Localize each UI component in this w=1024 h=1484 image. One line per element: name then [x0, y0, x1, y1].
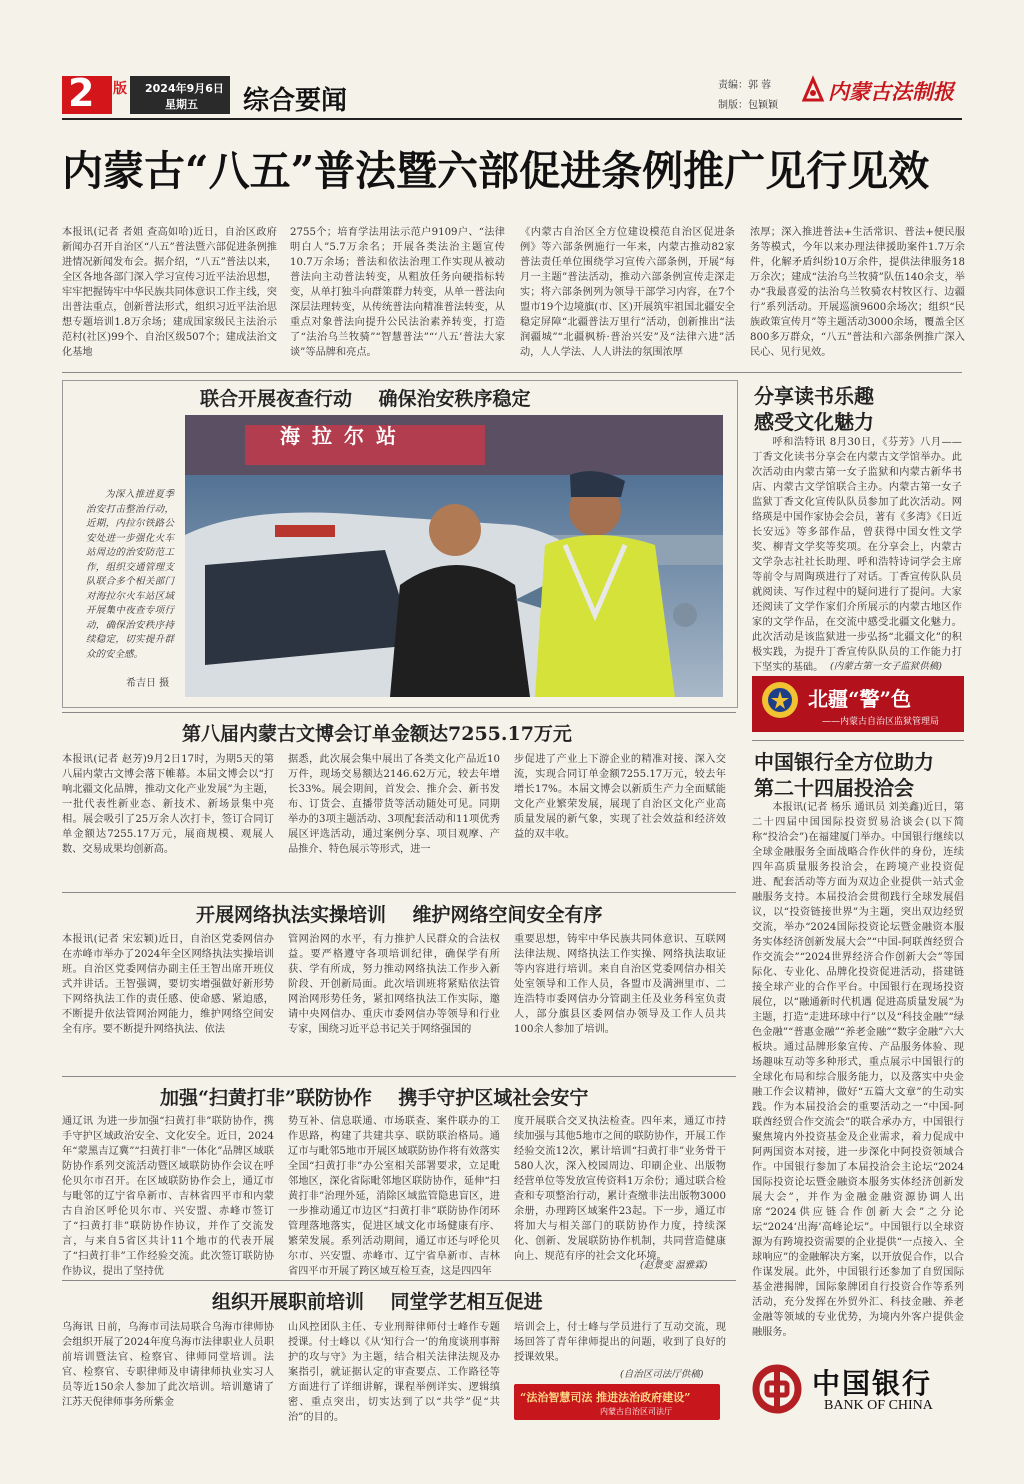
lead-article-col2: 2755个；培育学法用法示范户9109户、“法律明白人”5.7万余名；开展各类法治主题宣传10.7万余场；普法和依法治理工作实现从被动普法向主动普法转变，从粗放任务向硬指标转变，从单打独斗向群策群力转变，从单一普法向深层法理转变，从传统普法向精准普法转变，从重点对象普法向提升公民法治素养转变，打造了“法治乌兰牧骑”“智慧普法”“‘八五’普法大家谈”等品牌和亮点。: [290, 227, 505, 358]
badge-subtitle: ——内蒙古自治区监狱管理局: [822, 717, 940, 727]
training-col3: 培训会上，付士峰与学员进行了互动交流，现场回答了青年律师提出的问题，收到了良好的授课效果。: [514, 1322, 726, 1363]
training-headline: 组织开展职前培训 同堂学艺相互促进: [212, 1291, 543, 1313]
reading-headline-1: 分享读书乐趣: [754, 384, 874, 408]
boc-logo-en: BANK OF CHINA: [824, 1398, 933, 1413]
paper-logo-icon: [800, 76, 826, 104]
lead-article-col1: 本报讯(记者 者姐 查高如哈)近日，自治区政府新闻办召开自治区“八五”普法暨六部促进条例推进情况新闻发布会。据介绍，“八五”普法以来，全区各地各部门深入学习宣传习近平法治思想，牢牢把握铸牢中华民族共同体意识工作主线，突出普法重点，创新普法形式，组织习近平法治思想专题培训1.8万余场；建成国家级民主法治示范村(社区)99个、自治区级507个；建成法治文化基地: [62, 227, 277, 358]
expo-top-rule: [62, 712, 736, 713]
section-title: 综合要闻: [243, 86, 348, 116]
anti-porn-col3: 度开展联合交叉执法检查。四年来，通辽市持续加强与其他5地市之间的联防协作，开展工作经验交流12次，累计培训“扫黄打非”业务骨干580人次，深入校园周边、印刷企业、出版物经营单位等发放宣传资料1万余份；通过联合检查和专项整治行动，累计查缴非法出版物3000余册，办理跨区域案件23起。下一步，通辽市将加大与相关部门的联防协作力度，持续深化、创新、发展联防协作机制，共同营造健康向上、规范有序的社会文化环境。: [514, 1116, 726, 1262]
anti-porn-headline: 加强“扫黄打非”联防协作 携手守护区域社会安宁: [160, 1087, 589, 1109]
producer-credit: 制版：包颖颖: [718, 100, 778, 111]
photo-credit: 希吉日 摄: [126, 678, 170, 689]
page-number: 2: [68, 71, 95, 115]
promo-banner-sub: 内蒙古自治区司法厅: [600, 1407, 672, 1416]
anti-porn-top-rule: [62, 1076, 736, 1077]
reading-headline-2: 感受文化魅力: [754, 410, 874, 434]
training-top-rule: [62, 1280, 736, 1281]
anti-porn-col1: 通辽讯 为进一步加强“扫黄打非”联防协作，携手守护区域政治安全、文化安全。近日，2024年“蒙黑吉辽冀”“扫黄打非”一体化”品牌区域联防协作系列交流活动暨区域联防协作会议在呼伦贝尔市召开。在区域联防协作会上，通辽市与毗邻的辽宁省阜新市、吉林省四平市和内蒙古自治区呼伦贝尔市、兴安盟、赤峰市签订了“扫黄打非”联防协作协议，并作了交流发言，与来自5省区共计11个地市的代表开展了“扫黄打非”工作经验交流。此次签订联防协作协议，提出了坚持优: [62, 1116, 274, 1277]
boc-headline-1: 中国银行全方位助力: [754, 750, 934, 774]
main-headline: 内蒙古“八五”普法暨六部促进条例推广见行见效: [62, 147, 930, 195]
network-col2: 管网治网的水平，有力推护人民群众的合法权益。要严格遵守各项培训纪律，确保学有所获、学有所成，努力推动网络执法工作步入新阶段、开创新局面。此次培训班将紧贴依法管网治网形势任务，紧扣网络执法工作实际，邀请中央网信办、重庆市委网信办等领导和行业专家，围绕习近平总书记关于网络强国的: [288, 934, 500, 1035]
expo-col1: 本报讯(记者 赵芳)9月2日17时，为期5天的第八届内蒙古文博会落下帷幕。本届文博会以“打响北疆文化品牌，推动文化产业发展”为主题，一批代表性新业态、新技术、新场景集中亮相。展会吸引了25万余人次打卡，签订合同订单金额达7255.17万元，展商规模、观展人数、交易成果均创新高。: [62, 754, 274, 855]
training-col1: 乌海讯 日前，乌海市司法局联合乌海市律师协会组织开展了2024年度乌海市法律职业人员职前培训暨法官、检察官、律师同堂培训。法官、检察官、专职律师及申请律师执业实习人员等近150余人参加了此次培训。培训邀请了江苏天倪律师事务所紫金: [62, 1322, 274, 1408]
training-credit: (自治区司法厅供稿): [620, 1369, 704, 1380]
lead-bottom-rule: [62, 372, 962, 373]
expo-col2: 据悉，此次展会集中展出了各类文化产品近10万件，现场交易额达2146.62万元，较去年增长33%。展会期间，首发会、推介会、新书发布、订货会、直播带货等活动随处可见。同期举办的3项主题活动、3项配套活动和11项优秀展区评选活动，通过案例分享、项目观摩、产品推介、特色展示等形式，进一: [288, 754, 500, 855]
lead-article-col3: 《内蒙古自治区全方位建设模范自治区促进条例》等六部条例施行一年来，内蒙古推动82家普法责任单位围绕学习宣传六部条例，开展“每月一主题”普法活动，推动六部条例宣传走深走实；将六部条例列为领导干部学习内容，在7个盟市19个边境旗(市、区)开展筑牢祖国北疆安全稳定屏障“北疆普法万里行”活动，创新推出“法润疆城”“北疆枫桥·普治兴安”及“法律六进”活动，人人学法、人人讲法的氛围浓厚: [520, 227, 735, 358]
anti-porn-col2: 势互补、信息联通、市场联查、案件联办的工作思路，构建了共建共享、联防联治格局。通辽市与毗邻5地市开展区域联防协作将有效落实全国“扫黄打非”办公室相关部署要求，立足毗邻地区，深化省际毗邻地区联防协作，延伸“扫黄打非”治理外延，消除区域监管隐患盲区，进一步推动通辽市边区“扫黄打非”联防协作闭环管理落地落实，促进区域文化市场健康有序、繁荣发展。系列活动期间，通辽市还与呼伦贝尔市、兴安盟、赤峰市、辽宁省阜新市、吉林省四平市开展了跨区域互检互查，这是四四年: [288, 1116, 500, 1277]
network-top-rule: [62, 892, 736, 893]
boc-logo-text: 中国银行: [812, 1367, 933, 1400]
reading-credit: (内蒙古第一女子监狱供稿): [830, 661, 942, 672]
police-officer-photo: [185, 415, 723, 697]
lead-article-col4: 浓厚；深入推进普法+生活常识、普法+便民服务等模式，今年以来办理法律援助案件1.7万余件，化解矛盾纠纷10万余件，提供法律服务18万余次；建成“法治乌兰牧骑”队伍140余支，举办“我最喜爱的法治乌兰牧骑农村牧区行、边疆行”系列活动。开展巡演9600余场次；组织“民族政策宣传月”等主题活动3000余场，覆盖全区800多万群众，“八五”普法和六部条例推广深入民心、见行见效。: [750, 227, 965, 358]
issue-weekday: 星期五: [165, 98, 198, 111]
anti-porn-credit: (赵景变 温雅霖): [640, 1260, 708, 1271]
boc-headline-2: 第二十四届投洽会: [754, 776, 914, 800]
training-col2: 山风控团队主任、专业刑辩律师付士峰作专题授课。付士峰以《从‘知行合一’的角度谈刑事辩护的攻与守》为主题，结合相关法律法规及办案指引，就证据认定的审查要点、工作路径等方面进行了详细讲解，课程举例详实、逻辑缜密、重点突出，切实达到了以“共学”促“共治”的目的。: [288, 1322, 500, 1423]
editor-credit: 责编：郭 蓉: [718, 80, 772, 91]
header-rule: [62, 118, 962, 120]
network-col1: 本报讯(记者 宋宏颖)近日，自治区党委网信办在赤峰市举办了2024年全区网络执法实操培训班。自治区党委网信办副主任王智出席开班仪式并讲话。王智强调，要切实增强做好新形势下网络执法工作的责任感、使命感、紧迫感，不断提升依法管网治网能力，维护网络空间安全有序。要不断提升网络执法、依法: [62, 934, 274, 1035]
badge-title: 北疆“警”色: [808, 687, 912, 711]
photo-caption: 为深入推进夏季治安打击整治行动，近期，内拉尔铁路公安处进一步强化火车站周边的治安防范工作，组织交通管理支队联合多个相关部门对海拉尔火车站区域开展集中夜查专项行动，确保治安秩序持续稳定，切实提升群众的安全感。: [86, 489, 174, 660]
network-headline: 开展网络执法实操培训 维护网络空间安全有序: [196, 904, 603, 926]
promo-banner-text: “法治智慧司法 推进法治政府建设”: [520, 1391, 691, 1404]
page-suffix: 版: [113, 81, 127, 97]
boc-top-rule: [752, 740, 964, 741]
expo-headline: 第八届内蒙古文博会订单金额达7255.17万元: [182, 723, 572, 745]
expo-col3: 步促进了产业上下游企业的精准对接、深入交流，实现合同订单金额7255.17万元，较去年增长17%。本届文博会以新质生产力全面赋能文化产业繁荣发展，展现了自治区文化产业高质量发展的新气象，实现了社会效益和经济效益的双丰收。: [514, 754, 726, 840]
bank-of-china-logo-icon: [752, 1364, 802, 1414]
network-col3: 重要思想，铸牢中华民族共同体意识、互联网法律法规、网络执法工作实操、网络执法取证等内容进行培训。来自自治区党委网信办相关处室领导和工作人员，各盟市及满洲里市、二连浩特市委网信办分管副主任及业务科室负责人，部分旗县区委网信办领导及工作人员共100余人参加了培训。: [514, 934, 726, 1035]
photo-sign-text: 海拉尔站: [280, 424, 408, 448]
photo-story-headline: 联合开展夜查行动 确保治安秩序稳定: [200, 388, 531, 410]
issue-date: 2024年9月6日: [145, 82, 224, 95]
reading-body: 呼和浩特讯 8月30日，《芬芳》八月——丁香文化读书分享会在内蒙古文学馆举办。此次活动由内蒙古第一女子监狱和内蒙古新华书店、内蒙古文学馆联合主办。内蒙古第一女子监狱丁香文化宣传队队员参加了此次活动。网络瑛是中国作家协会会员，著有《多湾》《日近长安远》等多部作品，曾获得中国女性文学奖、柳青文学奖等奖项。在分享会上，内蒙古文学杂志社社长助理、呼和浩特诗词学会主席等前令与周陶瑛进行了对话。丁香宣传队队员就阅读、写作过程中的疑问进行了提问。大家还阅读了文学作家们介所展示的内蒙古地区作家的文学作品，在交流中感受北疆文化魅力。此次活动是该监狱进一步弘扬“北疆文化”的积极实践，为提升丁香宣传队队员的工作能力打下坚实的基础。: [752, 437, 962, 673]
boc-body: 本报讯(记者 杨乐 通讯员 刘美鑫)近日，第二十四届中国国际投资贸易洽谈会(以下简称“投洽会”)在福建厦门举办。中国银行继续以全球金融服务全面战略合作伙伴的身份，连续四年高质量服务投洽会，在跨境产业投资促进、配套活动等方面为双边企业提供一站式金融服务支持。本届投洽会贯彻践行全球发展倡议，以“投资链接世界”为主题，突出双边经贸交流，举办“2024国际投资论坛暨金融资本服务实体经济创新发展大会”“中国-阿联酋经贸合作交流会”“2024世界经济合作创新大会”等国际化、专业化、品牌化投资促进活动，搭建链接全球产业的合作平台。中国银行在现场投资展位，以“融通新时代机遇 促进高质量发展”为主题，打造“走进环球中行”以及“科技金融”“绿色金融”“普惠金融”“养老金融”“数字金融”六大板块。通过品牌形象宣传、产品服务体验、现场趣味互动等多种形式，重点展示中国银行的全球化布局和综合服务能力，以及落实中央金融工作会议精神，做好“五篇大文章”的生动实践。作为本届投洽会的重要活动之一“中国-阿联酋经贸合作交流会”的联合承办方，中国银行聚焦境内外投资基金及企业需求，着力促成中阿两国资本对接，进一步深化中阿投资领域合作。中国银行参加了本届投洽会主论坛“2024国际投资论坛暨金融资本服务实体经济创新发展大会”，并作为金融金融资源协调人出席“2024供应链合作创新大会”之分论坛“2024‘出海’高峰论坛”。中国银行以全球资源为有跨境投资需要的企业提供“一点接入、全球响应”的金融解决方案，以开放促合作，以合作谋发展。此外，中国银行还参加了自贸国际基金港揭牌，国际象牌团自行投资合作等系列活动，充分发挥在外贸外汇、科技金融、养老金融等领域的专业优势，为境内外客户提供金融服务。: [752, 802, 964, 1338]
paper-name: 内蒙古法制报: [828, 79, 954, 104]
police-emblem-icon: [760, 680, 800, 720]
